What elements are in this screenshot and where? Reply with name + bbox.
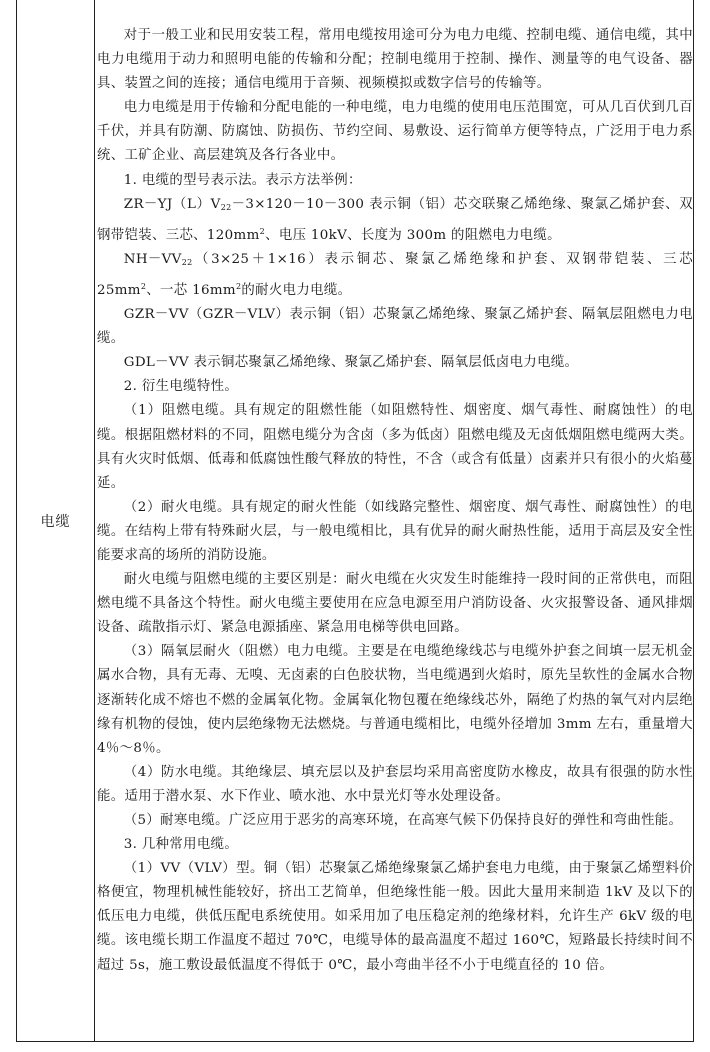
paragraph-nh-vv [97,248,693,303]
paragraph-zr-yjlv [97,193,693,248]
superscript: 2 [235,281,242,291]
paragraph-fire-resistant: （2）耐火电缆。具有规定的耐火性能（如线路完整性、烟密度、烟气毒性、耐腐蚀性）的电缆。在结构上带有特殊耐火层，与一般电缆相比，具有优异的耐火耐热性能，适用于高层及安全性能要求高的场所的消防设施。 [97,499,693,563]
paragraph-waterproof: （4）防水电缆。其绝缘层、填充层以及护套层均采用高密度防水橡皮，故具有很强的防水性能。适用于潜水泵、水下作业、喷水池、水中景光灯等水处理设备。 [97,764,693,804]
text-part: （3×25＋1×16）表示铜芯、聚氯乙烯绝缘和护套、双钢带铠装、三芯 25mm [97,251,693,298]
paragraph-gzr-vv: GZR－VV（GZR－VLV）表示铜（铝）芯聚氯乙烯绝缘、聚氯乙烯护套、隔氧层阻燃电力电缆。 [97,307,693,347]
text-part: ZR－YJ（L）V [123,196,221,212]
text-part: 的耐火电力电缆。 [241,282,352,298]
subscript: 22 [220,202,232,212]
row-label: 电缆 [40,513,71,530]
text-part: NH－VV [123,251,182,267]
heading-common-cables: 3. 几种常用电缆。 [123,837,239,853]
column-divider [94,0,95,1041]
superscript: 2 [259,226,266,236]
heading-derived-cables: 2. 衍生电缆特性。 [123,379,239,395]
paragraph-power-cable: 电力电缆是用于传输和分配电能的一种电缆，电力电缆的使用电压范围宽，可从几百伏到几百千伏，并具有防潮、防腐蚀、防损伤、节约空间、易敷设、运行简单方便等特点，广泛用于电力系统、工矿企业、高层建筑及各行各业中。 [97,100,693,164]
superscript: 2 [140,281,147,291]
paragraph-cable-types: 对于一般工业和民用安装工程，常用电缆按用途可分为电力电缆、控制电缆、通信电缆，其中电力电缆用于动力和照明电能的传输和分配；控制电缆用于控制、操作、测量等的电气设备、器具、装置之间的连接；通信电缆用于音频、视频模拟或数字信号的传输等。 [97,28,693,92]
subscript: 22 [181,257,193,267]
paragraph-difference: 耐火电缆与阻燃电缆的主要区别是：耐火电缆在火灾发生时能维持一段时间的正常供电，而阻燃电缆不具备这个特性。耐火电缆主要使用在应急电源至用户消防设备、火灾报警设备、通风排烟设备、疏散指示灯、紧急电源插座、紧急用电梯等供电回路。 [97,572,693,636]
paragraph-cold-resistant: （5）耐寒电缆。广泛应用于恶劣的高寒环境，在高寒气候下仍保持良好的弹性和弯曲性能。 [123,813,683,828]
text-part: 、一芯 16mm [146,282,236,298]
paragraph-gdl-vv: GDL－VV 表示铜芯聚氯乙烯绝缘、聚氯乙烯护套、隔氧层低卤电力电缆。 [123,355,579,371]
table-frame [16,0,694,1042]
text-part: 、电压 10kV、长度为 300m 的阻燃电力电缆。 [265,227,561,243]
paragraph-flame-retardant: （1）阻燃电缆。具有规定的阻燃性能（如阻燃特性、烟密度、烟气毒性、耐腐蚀性）的电缆。根据阻燃材料的不同，阻燃电缆分为含卤（多为低卤）阻燃电缆及无卤低烟阻燃电缆两大类。具有火灾时低烟、低毒和低腐蚀性酸气释放的特性，不含（或含有低量）卤素并只有很小的火焰蔓延。 [97,403,693,491]
paragraph-vv-vlv: （1）VV（VLV）型。铜（铝）芯聚氯乙烯绝缘聚氯乙烯护套电力电缆，由于聚氯乙烯塑料价格便宜，物理机械性能较好，挤出工艺简单，但绝缘性能一般。因此大量用来制造 1kV 及以下的低压电力电缆，供低压配电系统使用。如采用加了电压稳定剂的绝缘材料，允许生产 6kV 级的电缆。该电缆长期工作温度不超过 70℃，电缆导体的最高温度不超过 160℃，短路最长持续时间不超过 5s，施工敷设最低温度不得低于 0℃，最小弯曲半径不小于电缆直径的 10 倍。 [97,861,693,973]
paragraph-oxygen-barrier: （3）隔氧层耐火（阻燃）电力电缆。主要是在电缆绝缘线芯与电缆外护套之间填一层无机金属水合物，具有无毒、无嗅、无卤素的白色胶状物，当电缆遇到火焰时，原先呈软性的金属水合物逐渐转化成不熔也不燃的金属氧化物。金属氧化物包覆在绝缘线芯外，隔绝了灼热的氧气对内层绝缘有机物的侵蚀，使内层绝缘物无法燃烧。与普通电缆相比，电缆外径增加 3mm 左右，重量增大 4％～8％。 [97,644,693,756]
heading-model-notation: 1. 电缆的型号表示法。表示方法举例： [123,172,362,188]
content-cell [97,24,693,978]
text-part: －3×120－10－300 表示铜（铝）芯交联聚乙烯绝缘、聚氯乙烯护套、双钢带铠装、三芯、120mm [97,196,693,243]
